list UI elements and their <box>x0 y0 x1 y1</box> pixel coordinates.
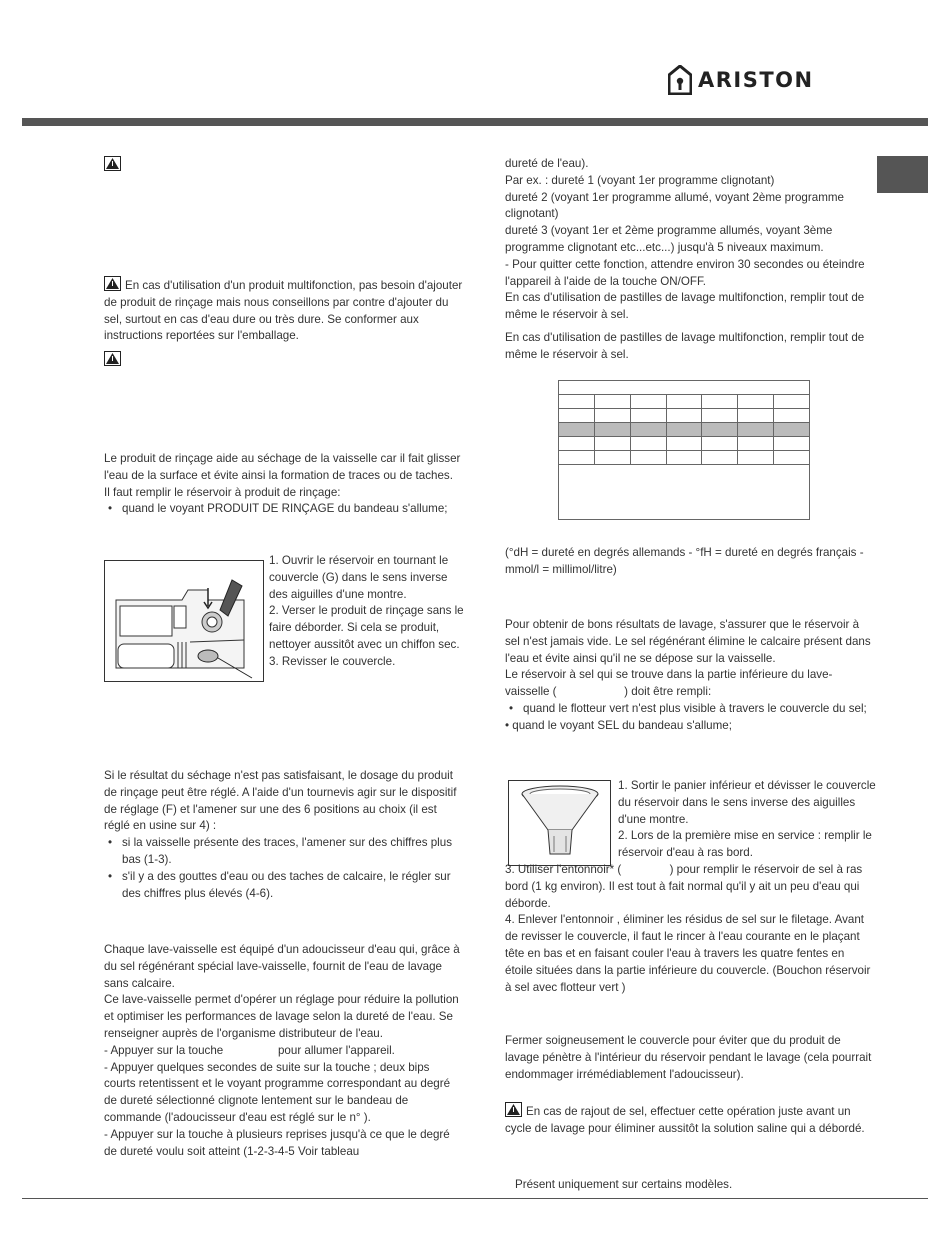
durete-cont: dureté de l'eau). <box>505 157 589 170</box>
footnote: Présent uniquement sur certains modèles. <box>515 1178 733 1191</box>
footer-rule <box>22 1198 928 1199</box>
rincage-step-3: 3. Revisser le couvercle. <box>269 654 396 668</box>
fermer-block <box>505 1033 873 1083</box>
dh-legend <box>505 545 873 579</box>
pastilles-2: En cas d'utilisation de pastilles de lavage multifonction, remplir tout de même le réservoir à sel. <box>505 330 865 361</box>
warning-icon <box>505 1102 522 1117</box>
warning-icon <box>104 276 121 291</box>
appuyer-3: - Appuyer sur la touche à plusieurs reprises jusqu'à ce que le degré de dureté voulu soit atteint (1-2-3-4-5 Voir tableau <box>104 1127 450 1158</box>
right-block-durete <box>505 156 873 364</box>
table-row <box>559 437 810 451</box>
multifonction-text: En cas d'utilisation d'un produit multifonction, pas besoin d'ajouter de produit de rinçage mais nous conseillons par contre d'ajouter du sel, surtout en cas d'eau dure ou très dure. Se conformer aux instructions reportées sur l'emballage. <box>104 279 463 343</box>
sechage-bullet-1: • si la vaisselle présente des traces, l'amener sur des chiffres plus bas (1-3). <box>108 836 452 866</box>
rincage-bullet: • quand le voyant PRODUIT DE RINÇAGE du bandeau s'allume; <box>108 502 448 516</box>
durete-2: dureté 2 (voyant 1er programme allumé, voyant 2ème programme clignotant) <box>505 190 844 221</box>
left-block-rincage <box>104 451 464 518</box>
sel-steps-1-2 <box>618 778 876 862</box>
appuyer-2: - Appuyer quelques secondes de suite sur la touche ; deux bips courts retentissent et le voyant programme correspondant au degré de dureté sélectionné clignote lentement sur le bandeau de commande (l'adoucisseur d'eau est réglé sur le n° ). <box>104 1060 451 1124</box>
table-row-highlighted <box>559 423 810 437</box>
sel-step-3: 3. Utiliser l'entonnoir* ( ) pour remplir le réservoir de sel à ras bord (1 kg environ). Il est tout à fait normal qu'il y ait un peu d'eau qui déborde. <box>505 863 866 910</box>
durete-exemple: Par ex. : dureté 1 (voyant 1er programme clignotant) <box>505 173 775 187</box>
sel-step-2: 2. Lors de la première mise en service : remplir le réservoir d'eau à ras bord. <box>618 829 872 860</box>
header-rule <box>22 118 928 126</box>
reglage-text: Ce lave-vaisselle permet d'opérer un réglage pour réduire la pollution et optimiser les performances de lavage selon la dureté de l'eau. Se renseigner auprès de l'organisme distributeur de l'eau. <box>104 993 459 1040</box>
rinse-aid-dispenser-illustration <box>104 560 264 682</box>
sel-step-4: 4. Enlever l'entonnoir , éliminer les résidus de sel sur le filetage. Avant de revisser le couvercle, il faut le rincer à l'eau courante en le plaçant tête en bas et en faisant couler l'eau à travers les quatre fentes en étoile situées dans la partie inférieure du couvercle. (Bouchon réservoir à sel avec flotteur vert ) <box>505 913 871 994</box>
rincage-intro: Le produit de rinçage aide au séchage de la vaisselle car il fait glisser l'eau de la surface et évite ainsi la formation de traces ou de taches. <box>104 452 461 482</box>
quitter-fonction: - Pour quitter cette fonction, attendre environ 30 secondes ou éteindre l'appareil à l'aide de la touche ON/OFF. <box>505 257 865 288</box>
sel-intro: Pour obtenir de bons résultats de lavage, s'assurer que le réservoir à sel n'est jamais vide. Le sel régénérant élimine le calcaire présent dans l'eau et évite ainsi qu'il ne se dépose sur la vaisselle. <box>505 618 871 665</box>
rajout-text: En cas de rajout de sel, effectuer cette opération juste avant un cycle de lavage pour éliminer aussitôt la solution saline qui a débordé. <box>505 1105 865 1135</box>
adoucisseur-text: Chaque lave-vaisselle est équipé d'un adoucisseur d'eau qui, grâce à du sel régénérant spécial lave-vaisselle, fournit de l'eau de lavage sans calcaire. <box>104 943 460 990</box>
left-block-sechage <box>104 768 464 902</box>
rincage-step-1: 1. Ouvrir le réservoir en tournant le couvercle (G) dans le sens inverse des aiguilles d'une montre. <box>269 554 449 601</box>
fermer-text: Fermer soigneusement le couvercle pour éviter que du produit de lavage pénètre à l'intérieur du réservoir pendant le lavage (cela pourrait endommager irrémédiablement l'adoucisseur). <box>505 1034 872 1081</box>
warning-icon <box>104 351 121 366</box>
sel-steps-3-4 <box>505 862 873 996</box>
durete-3: dureté 3 (voyant 1er et 2ème programme allumés, voyant 3ème programme clignotant etc...etc...) jusqu'à 5 niveaux maximum. <box>505 224 833 254</box>
left-block-adoucisseur <box>104 942 464 1160</box>
sel-bullet-voyant: • quand le voyant SEL du bandeau s'allume; <box>505 718 732 732</box>
language-tab <box>877 156 928 193</box>
warning-icon <box>104 156 121 171</box>
right-block-sel <box>505 617 873 735</box>
appuyer-1: - Appuyer sur la touche pour allumer l'appareil. <box>104 1043 395 1057</box>
table-row <box>559 465 810 520</box>
table-row <box>559 395 810 409</box>
rajout-block <box>505 1102 873 1138</box>
table-row <box>559 381 810 395</box>
dh-legend-text: (°dH = dureté en degrés allemands - °fH = dureté en degrés français - mmol/l = millimol/litre) <box>505 546 864 576</box>
left-block-multifonction <box>104 276 464 345</box>
sel-position: Le réservoir à sel qui se trouve dans la partie inférieure du lave-vaisselle ( ) doit être rempli: <box>505 668 833 699</box>
salt-funnel-illustration <box>508 780 611 866</box>
brand-name: ARISTON <box>698 68 814 92</box>
table-row <box>559 451 810 465</box>
sel-bullet-flotteur: • quand le flotteur vert n'est plus visible à travers le couvercle du sel; <box>509 701 867 715</box>
sechage-bullet-2: • s'il y a des gouttes d'eau ou des taches de calcaire, le régler sur des chiffres plus élevés (4-6). <box>108 869 451 900</box>
rincage-steps <box>269 553 464 671</box>
table-row <box>559 409 810 423</box>
ariston-logo <box>668 64 814 96</box>
house-logo-icon <box>668 65 692 95</box>
sel-step-1: 1. Sortir le panier inférieur et dévisser le couvercle du réservoir dans le sens inverse des aiguilles d'une montre. <box>618 779 876 826</box>
rincage-remplir: Il faut remplir le réservoir à produit de rinçage: <box>104 485 341 499</box>
rincage-step-2: 2. Verser le produit de rinçage sans le faire déborder. Si cela se produit, nettoyer aussitôt avec un chiffon sec. <box>269 604 464 651</box>
sechage-text: Si le résultat du séchage n'est pas satisfaisant, le dosage du produit de rinçage peut être réglé. A l'aide d'un tournevis agir sur le dispositif de réglage (F) et l'amener sur une des 6 positions au choix (il est réglé en usine sur 4) : <box>104 769 457 833</box>
pastilles-1: En cas d'utilisation de pastilles de lavage multifonction, remplir tout de même le réservoir à sel. <box>505 291 865 322</box>
hardness-table <box>558 380 810 520</box>
